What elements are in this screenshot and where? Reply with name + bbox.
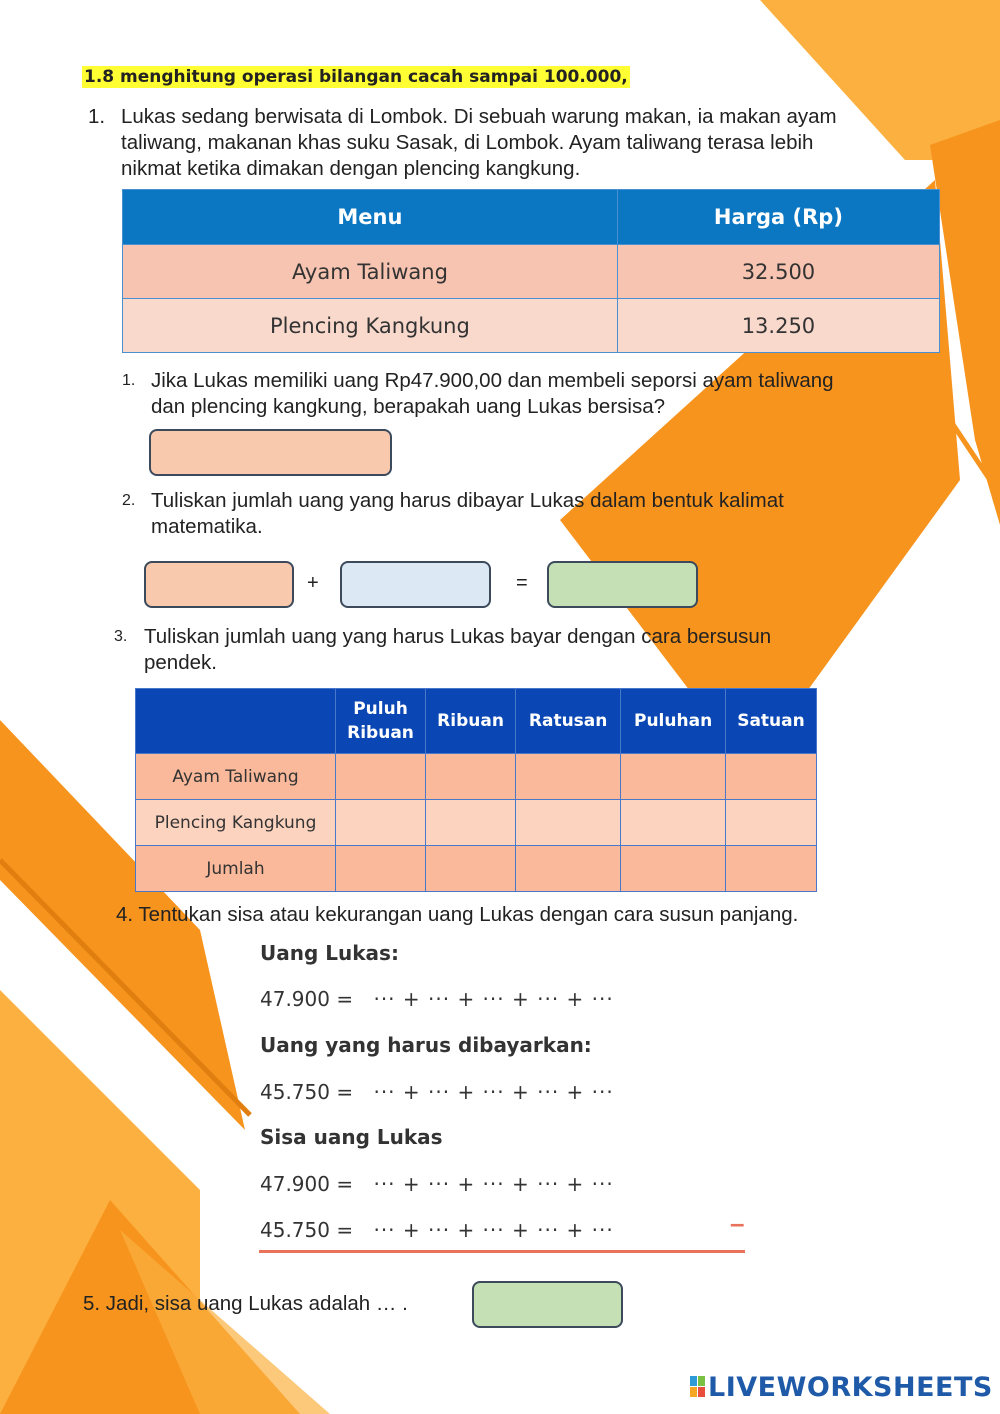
menu-price: 32.500 bbox=[617, 245, 939, 299]
pv-cell[interactable] bbox=[725, 800, 816, 846]
q1-line: dan plencing kangkung, berapakah uang Lukas bersisa? bbox=[151, 395, 666, 418]
rest-value-1: 47.900 = bbox=[260, 1172, 354, 1196]
q1-answer-box[interactable] bbox=[149, 429, 392, 476]
pv-header-ribuan: Ribuan bbox=[426, 689, 516, 754]
pay-line bbox=[260, 1080, 614, 1104]
dots: ··· + ··· + ··· + ··· + ··· bbox=[373, 1218, 614, 1242]
q2-sum-box[interactable] bbox=[547, 561, 698, 608]
equals-sign: = bbox=[516, 572, 528, 594]
pv-row-label: Jumlah bbox=[136, 846, 336, 892]
logo-badge-icon bbox=[690, 1374, 706, 1396]
pv-cell[interactable] bbox=[725, 846, 816, 892]
subtraction-line bbox=[259, 1250, 745, 1253]
q2-line: matematika. bbox=[151, 515, 263, 538]
q2-line: Tuliskan jumlah uang yang harus dibayar Lukas dalam bentuk kalimat bbox=[151, 489, 784, 512]
table-row bbox=[136, 846, 817, 892]
pv-header-satuan: Satuan bbox=[725, 689, 816, 754]
table-row bbox=[136, 800, 817, 846]
pv-header-puluh-ribuan: Puluh Ribuan bbox=[336, 689, 426, 754]
money-label: Uang Lukas: bbox=[260, 941, 399, 965]
dots: ··· + ··· + ··· + ··· + ··· bbox=[373, 987, 614, 1011]
pv-cell[interactable] bbox=[336, 800, 426, 846]
liveworksheets-logo[interactable] bbox=[690, 1372, 993, 1403]
intro-number: 1. bbox=[88, 105, 106, 128]
q1-number: 1. bbox=[122, 372, 136, 389]
intro-line: nikmat ketika dimakan dengan plencing kangkung. bbox=[121, 157, 581, 180]
table-row bbox=[123, 245, 940, 299]
pv-cell[interactable] bbox=[336, 846, 426, 892]
pv-row-label: Ayam Taliwang bbox=[136, 754, 336, 800]
money-line bbox=[260, 987, 614, 1011]
pv-cell[interactable] bbox=[621, 846, 726, 892]
pv-cell[interactable] bbox=[516, 754, 621, 800]
q5-text: 5. Jadi, sisa uang Lukas adalah … . bbox=[83, 1292, 408, 1315]
pv-cell[interactable] bbox=[336, 754, 426, 800]
rest-label: Sisa uang Lukas bbox=[260, 1125, 443, 1149]
pv-cell[interactable] bbox=[516, 846, 621, 892]
dots: ··· + ··· + ··· + ··· + ··· bbox=[373, 1080, 614, 1104]
pv-row-label: Plencing Kangkung bbox=[136, 800, 336, 846]
q3-line: pendek. bbox=[144, 651, 217, 674]
menu-price-table bbox=[122, 189, 940, 353]
q3-number: 3. bbox=[114, 628, 128, 645]
q2-number: 2. bbox=[122, 492, 136, 509]
place-value-table bbox=[135, 688, 817, 892]
pv-header-ratusan: Ratusan bbox=[516, 689, 621, 754]
intro-line: taliwang, makanan khas suku Sasak, di Lombok. Ayam taliwang terasa lebih bbox=[121, 131, 814, 154]
intro-paragraph bbox=[121, 104, 961, 182]
menu-item: Plencing Kangkung bbox=[123, 299, 618, 353]
intro-line: Lukas sedang berwisata di Lombok. Di sebuah warung makan, ia makan ayam bbox=[121, 105, 837, 128]
pv-cell[interactable] bbox=[516, 800, 621, 846]
q4-text: 4. Tentukan sisa atau kekurangan uang Lukas dengan cara susun panjang. bbox=[116, 903, 799, 926]
pv-cell[interactable] bbox=[426, 754, 516, 800]
pay-label: Uang yang harus dibayarkan: bbox=[260, 1033, 592, 1057]
menu-price: 13.250 bbox=[617, 299, 939, 353]
q3-line: Tuliskan jumlah uang yang harus Lukas bayar dengan cara bersusun bbox=[144, 625, 772, 648]
q3-text bbox=[144, 624, 944, 676]
pay-value: 45.750 = bbox=[260, 1080, 354, 1104]
pv-cell[interactable] bbox=[621, 754, 726, 800]
logo-text: LIVEWORKSHEETS bbox=[708, 1372, 993, 1403]
q1-line: Jika Lukas memiliki uang Rp47.900,00 dan membeli seporsi ayam taliwang bbox=[151, 369, 834, 392]
pv-cell[interactable] bbox=[725, 754, 816, 800]
lesson-heading: 1.8 menghitung operasi bilangan cacah sampai 100.000, bbox=[84, 67, 628, 87]
minus-sign: – bbox=[730, 1208, 745, 1238]
pv-cell[interactable] bbox=[621, 800, 726, 846]
menu-header-item: Menu bbox=[123, 190, 618, 245]
pv-header-puluhan: Puluhan bbox=[621, 689, 726, 754]
pv-header-blank bbox=[136, 689, 336, 754]
q2-text bbox=[151, 488, 951, 540]
table-row bbox=[123, 299, 940, 353]
dots: ··· + ··· + ··· + ··· + ··· bbox=[373, 1172, 614, 1196]
rest-line-2 bbox=[260, 1218, 614, 1242]
q1-text bbox=[151, 368, 951, 420]
q2-addend1-box[interactable] bbox=[144, 561, 294, 608]
table-row bbox=[136, 754, 817, 800]
menu-header-price: Harga (Rp) bbox=[617, 190, 939, 245]
q5-answer-box[interactable] bbox=[472, 1281, 623, 1328]
q2-addend2-box[interactable] bbox=[340, 561, 491, 608]
rest-value-2: 45.750 = bbox=[260, 1218, 354, 1242]
pv-cell[interactable] bbox=[426, 800, 516, 846]
rest-line-1 bbox=[260, 1172, 614, 1196]
pv-cell[interactable] bbox=[426, 846, 516, 892]
menu-item: Ayam Taliwang bbox=[123, 245, 618, 299]
plus-sign: + bbox=[307, 572, 319, 594]
money-value: 47.900 = bbox=[260, 987, 354, 1011]
